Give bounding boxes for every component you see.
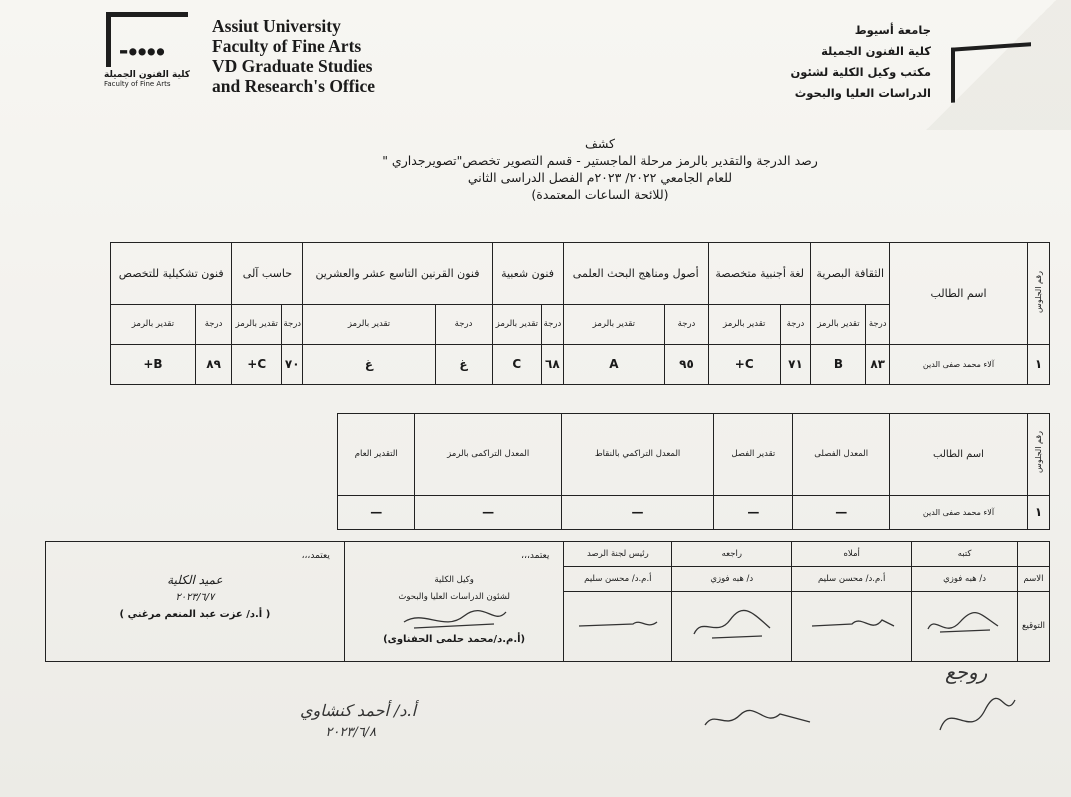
title-line: (للائحة الساعات المعتمدة) — [531, 187, 669, 202]
role-header: رئيس لجنة الرصد — [564, 542, 672, 567]
vice-dean-title: وكيل الكلية — [434, 575, 474, 585]
subject-header: فنون تشكيلية للتخصص — [111, 243, 232, 305]
grade-col-header: درجة — [195, 305, 232, 345]
grade-col-header: درجة — [542, 305, 563, 345]
summary-cell: — — [714, 496, 793, 530]
grade-col-header: درجة — [282, 305, 303, 345]
handwritten-line: أ.د/ أحمد كنشاوي — [300, 701, 417, 720]
grade-col-header: درجة — [866, 305, 890, 345]
approve-label: يعتمد،،، — [301, 551, 330, 561]
role-header: راجعه — [672, 542, 792, 567]
subject-header: الثقافة البصرية — [811, 243, 890, 305]
signature-scribble — [682, 604, 782, 644]
summary-table — [337, 413, 1050, 530]
student-name-header: اسم الطالب — [890, 414, 1028, 496]
symbol-col-header: تقدير بالرمز — [232, 305, 282, 345]
student-name-header: اسم الطالب — [890, 243, 1028, 345]
header-line: مكتب وكيل الكلية لشئون — [790, 65, 931, 79]
dean-title: عميد الكلية — [167, 573, 223, 587]
table-row — [338, 496, 1050, 530]
vice-dean-name: (أ.م.د/محمد حلمى الحفناوى) — [383, 634, 526, 645]
grade-cell: ٨٣ — [866, 345, 890, 385]
signature-cell — [792, 592, 912, 662]
seat-number: ١ — [1028, 496, 1050, 530]
dean-name: ( أ.د/ عزت عبد المنعم مرغني ) — [119, 609, 271, 620]
handwritten-scribble — [930, 690, 1020, 750]
signatures-table — [45, 541, 1050, 662]
logo-frame — [106, 12, 188, 67]
symbol-cell: B — [811, 345, 866, 385]
header-line: Assiut University — [212, 16, 341, 36]
grade-cell: ٦٨ — [542, 345, 563, 385]
faculty-logo — [98, 12, 193, 87]
summary-header: التقدير العام — [338, 414, 415, 496]
subject-header: أصول ومناهج البحث العلمى — [563, 243, 708, 305]
signature-cell — [564, 592, 672, 662]
signer-name: د/ هبه فوزي — [912, 567, 1018, 592]
subject-header: فنون القرنين التاسع عشر والعشرين — [303, 243, 492, 305]
logo-caption-en: Faculty of Fine Arts — [104, 80, 171, 88]
grade-cell: ٧٠ — [282, 345, 303, 385]
symbol-cell: C+ — [232, 345, 282, 385]
summary-cell: — — [793, 496, 890, 530]
university-logo — [951, 42, 1031, 103]
table-row — [111, 345, 1050, 385]
signature-scribble — [802, 604, 902, 644]
signer-name: أ.م.د/ محسن سليم — [564, 567, 672, 592]
grade-cell: ٨٩ — [195, 345, 232, 385]
seat-header: رقم الجلوس — [1028, 414, 1050, 496]
handwritten-note-right: روجع — [945, 660, 988, 684]
handwritten-line: ٢٠٢٣/٦/٨ — [325, 725, 377, 740]
vice-dean-title: لشئون الدراسات العليا والبحوث — [398, 592, 510, 602]
title-line: كشف — [584, 136, 616, 151]
subject-header: حاسب آلى — [232, 243, 303, 305]
dean-approval — [46, 542, 345, 662]
grade-cell: غ — [435, 345, 492, 385]
handwritten-note-left — [300, 700, 416, 744]
grade-cell: ٧١ — [780, 345, 811, 385]
logo-dots: ▬●●●● — [120, 44, 167, 58]
corner-cell — [1018, 542, 1050, 567]
handwritten-scribble — [700, 700, 820, 740]
grade-col-header: درجة — [435, 305, 492, 345]
vice-dean-approval — [344, 542, 564, 662]
student-name: آلاء محمد صفى الدين — [890, 496, 1028, 530]
summary-cell: — — [338, 496, 415, 530]
symbol-col-header: تقدير بالرمز — [708, 305, 780, 345]
row-label-signature: التوقيع — [1018, 592, 1050, 662]
header-line: الدراسات العليا والبحوث — [794, 86, 931, 100]
signature-scribble — [920, 604, 1010, 644]
symbol-cell: C+ — [708, 345, 780, 385]
symbol-cell: B+ — [111, 345, 196, 385]
grade-col-header: درجة — [665, 305, 709, 345]
arabic-header — [671, 20, 931, 104]
symbol-col-header: تقدير بالرمز — [303, 305, 435, 345]
summary-header: تقدير الفصل — [714, 414, 793, 496]
role-header: كتبه — [912, 542, 1018, 567]
header-line: VD Graduate Studies — [212, 56, 373, 76]
document-title — [300, 135, 900, 203]
header-line: and Research's Office — [212, 76, 375, 96]
dean-date: ٢٠٢٣/٦/٧ — [175, 592, 215, 603]
symbol-cell: C — [492, 345, 542, 385]
header-line: جامعة أسيوط — [854, 23, 931, 37]
symbol-col-header: تقدير بالرمز — [811, 305, 866, 345]
header-line: Faculty of Fine Arts — [212, 36, 362, 56]
logo-caption-ar: كلية الفنون الجميلة — [104, 70, 191, 80]
signer-name: أ.م.د/ محسن سليم — [792, 567, 912, 592]
summary-header: المعدل التراكمى بالرمز — [415, 414, 561, 496]
summary-cell: — — [415, 496, 561, 530]
seat-number: ١ — [1028, 345, 1050, 385]
symbol-col-header: تقدير بالرمز — [111, 305, 196, 345]
symbol-col-header: تقدير بالرمز — [563, 305, 665, 345]
signature-cell — [912, 592, 1018, 662]
seat-header: رقم الجلوس — [1028, 243, 1050, 345]
symbol-col-header: تقدير بالرمز — [492, 305, 542, 345]
symbol-cell: غ — [303, 345, 435, 385]
subject-header: فنون شعبية — [492, 243, 563, 305]
summary-cell: — — [561, 496, 713, 530]
summary-header: المعدل الفصلى — [793, 414, 890, 496]
grade-col-header: درجة — [780, 305, 811, 345]
english-header — [212, 16, 375, 96]
signature-scribble — [573, 604, 663, 644]
student-name: آلاء محمد صفى الدين — [890, 345, 1028, 385]
grades-table — [110, 242, 1050, 385]
signer-name: د/ هبه فوزي — [672, 567, 792, 592]
grade-cell: ٩٥ — [665, 345, 709, 385]
subject-header: لغة أجنبية متخصصة — [708, 243, 811, 305]
symbol-cell: A — [563, 345, 665, 385]
role-header: أملاه — [792, 542, 912, 567]
header-line: كلية الفنون الجميلة — [821, 44, 931, 58]
vice-dean-signature — [394, 604, 514, 634]
row-label-name: الاسم — [1018, 567, 1050, 592]
title-line: رصد الدرجة والتقدير بالرمز مرحلة الماجستير - قسم التصوير تخصص"تصويرجداري " — [382, 153, 818, 168]
approve-label: يعتمد،،، — [521, 551, 550, 561]
signature-cell — [672, 592, 792, 662]
title-line: للعام الجامعي ٢٠٢٢/ ٢٠٢٣م الفصل الدراسى الثاني — [467, 170, 733, 185]
summary-header: المعدل التراكمي بالنقاط — [561, 414, 713, 496]
